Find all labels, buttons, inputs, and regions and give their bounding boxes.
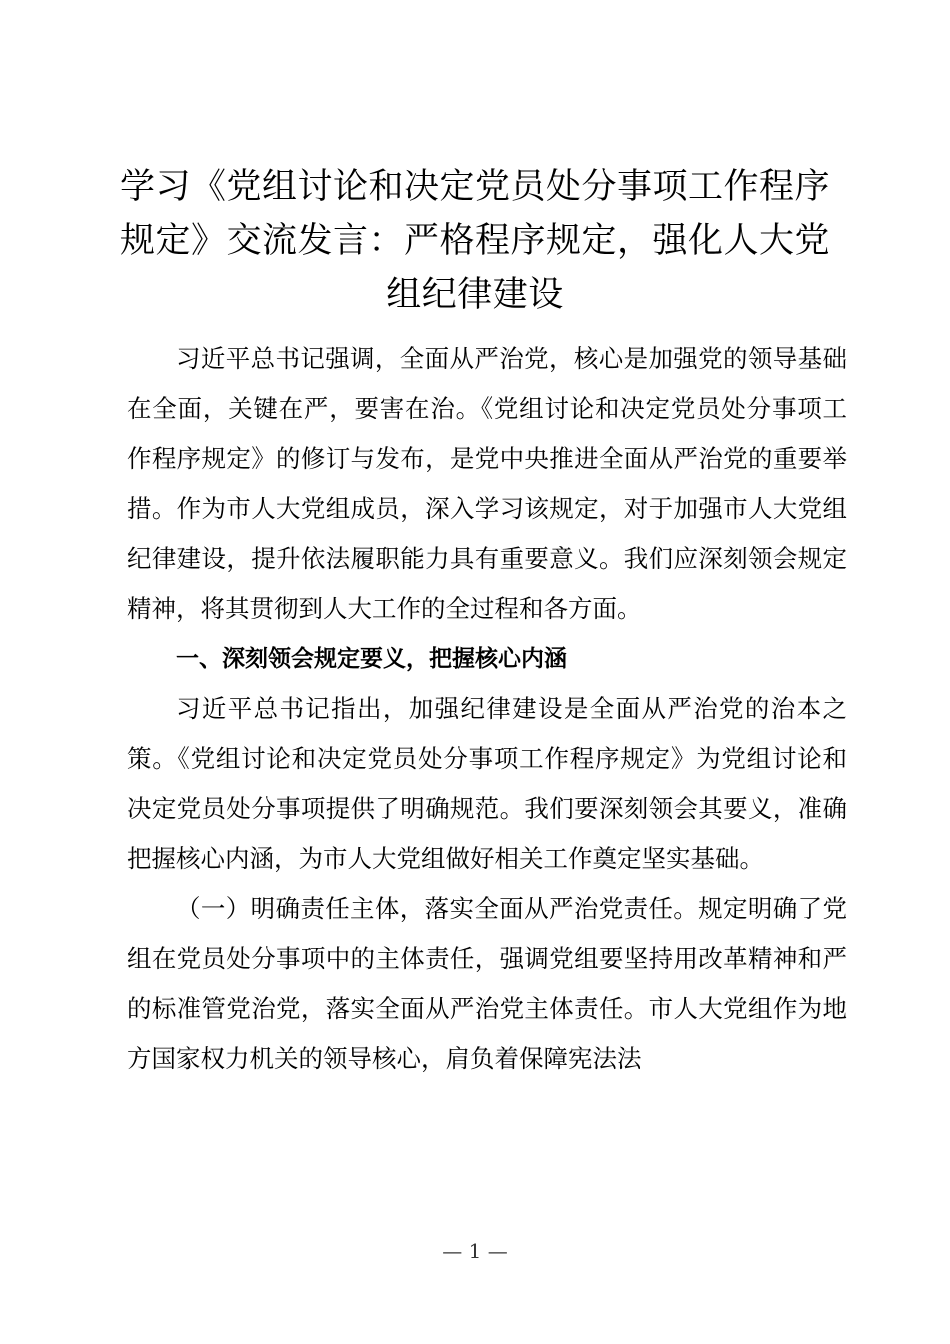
- section-heading-1: 一、深刻领会规定要义，把握核心内涵: [176, 645, 567, 672]
- document-title: [118, 160, 832, 322]
- page-number: — 1 —: [442, 1239, 508, 1263]
- document-body: [127, 334, 847, 1084]
- title-line: 规定》交流发言：严格程序规定，强化人大党: [119, 221, 830, 261]
- title-line: 组纪律建设: [386, 275, 564, 315]
- paragraph-subsection-1: （一）明确责任主体，落实全面从严治党责任。规定明确了党组在党员处分事项中的主体责任，强调党组要坚持用改革精神和严的标准管党治党，落实全面从严治党主体责任。市人大党组作为地方国家权力机关的领导核心，肩负着保障宪法法: [127, 894, 847, 1073]
- paragraph-intro: 习近平总书记强调，全面从严治党，核心是加强党的领导基础在全面，关键在严，要害在治。《党组讨论和决定党员处分事项工作程序规定》的修订与发布，是党中央推进全面从严治党的重要举措。作为市人大党组成员，深入学习该规定，对于加强市人大党组纪律建设，提升依法履职能力具有重要意义。我们应深刻领会规定精神，将其贯彻到人大工作的全过程和各方面。: [127, 344, 847, 623]
- title-line: 学习《党组讨论和决定党员处分事项工作程序: [119, 167, 830, 207]
- paragraph-section-1: 习近平总书记指出，加强纪律建设是全面从严治党的治本之策。《党组讨论和决定党员处分事项工作程序规定》为党组讨论和决定党员处分事项提供了明确规范。我们要深刻领会其要义，准确把握核心内涵，为市人大党组做好相关工作奠定坚实基础。: [127, 694, 847, 873]
